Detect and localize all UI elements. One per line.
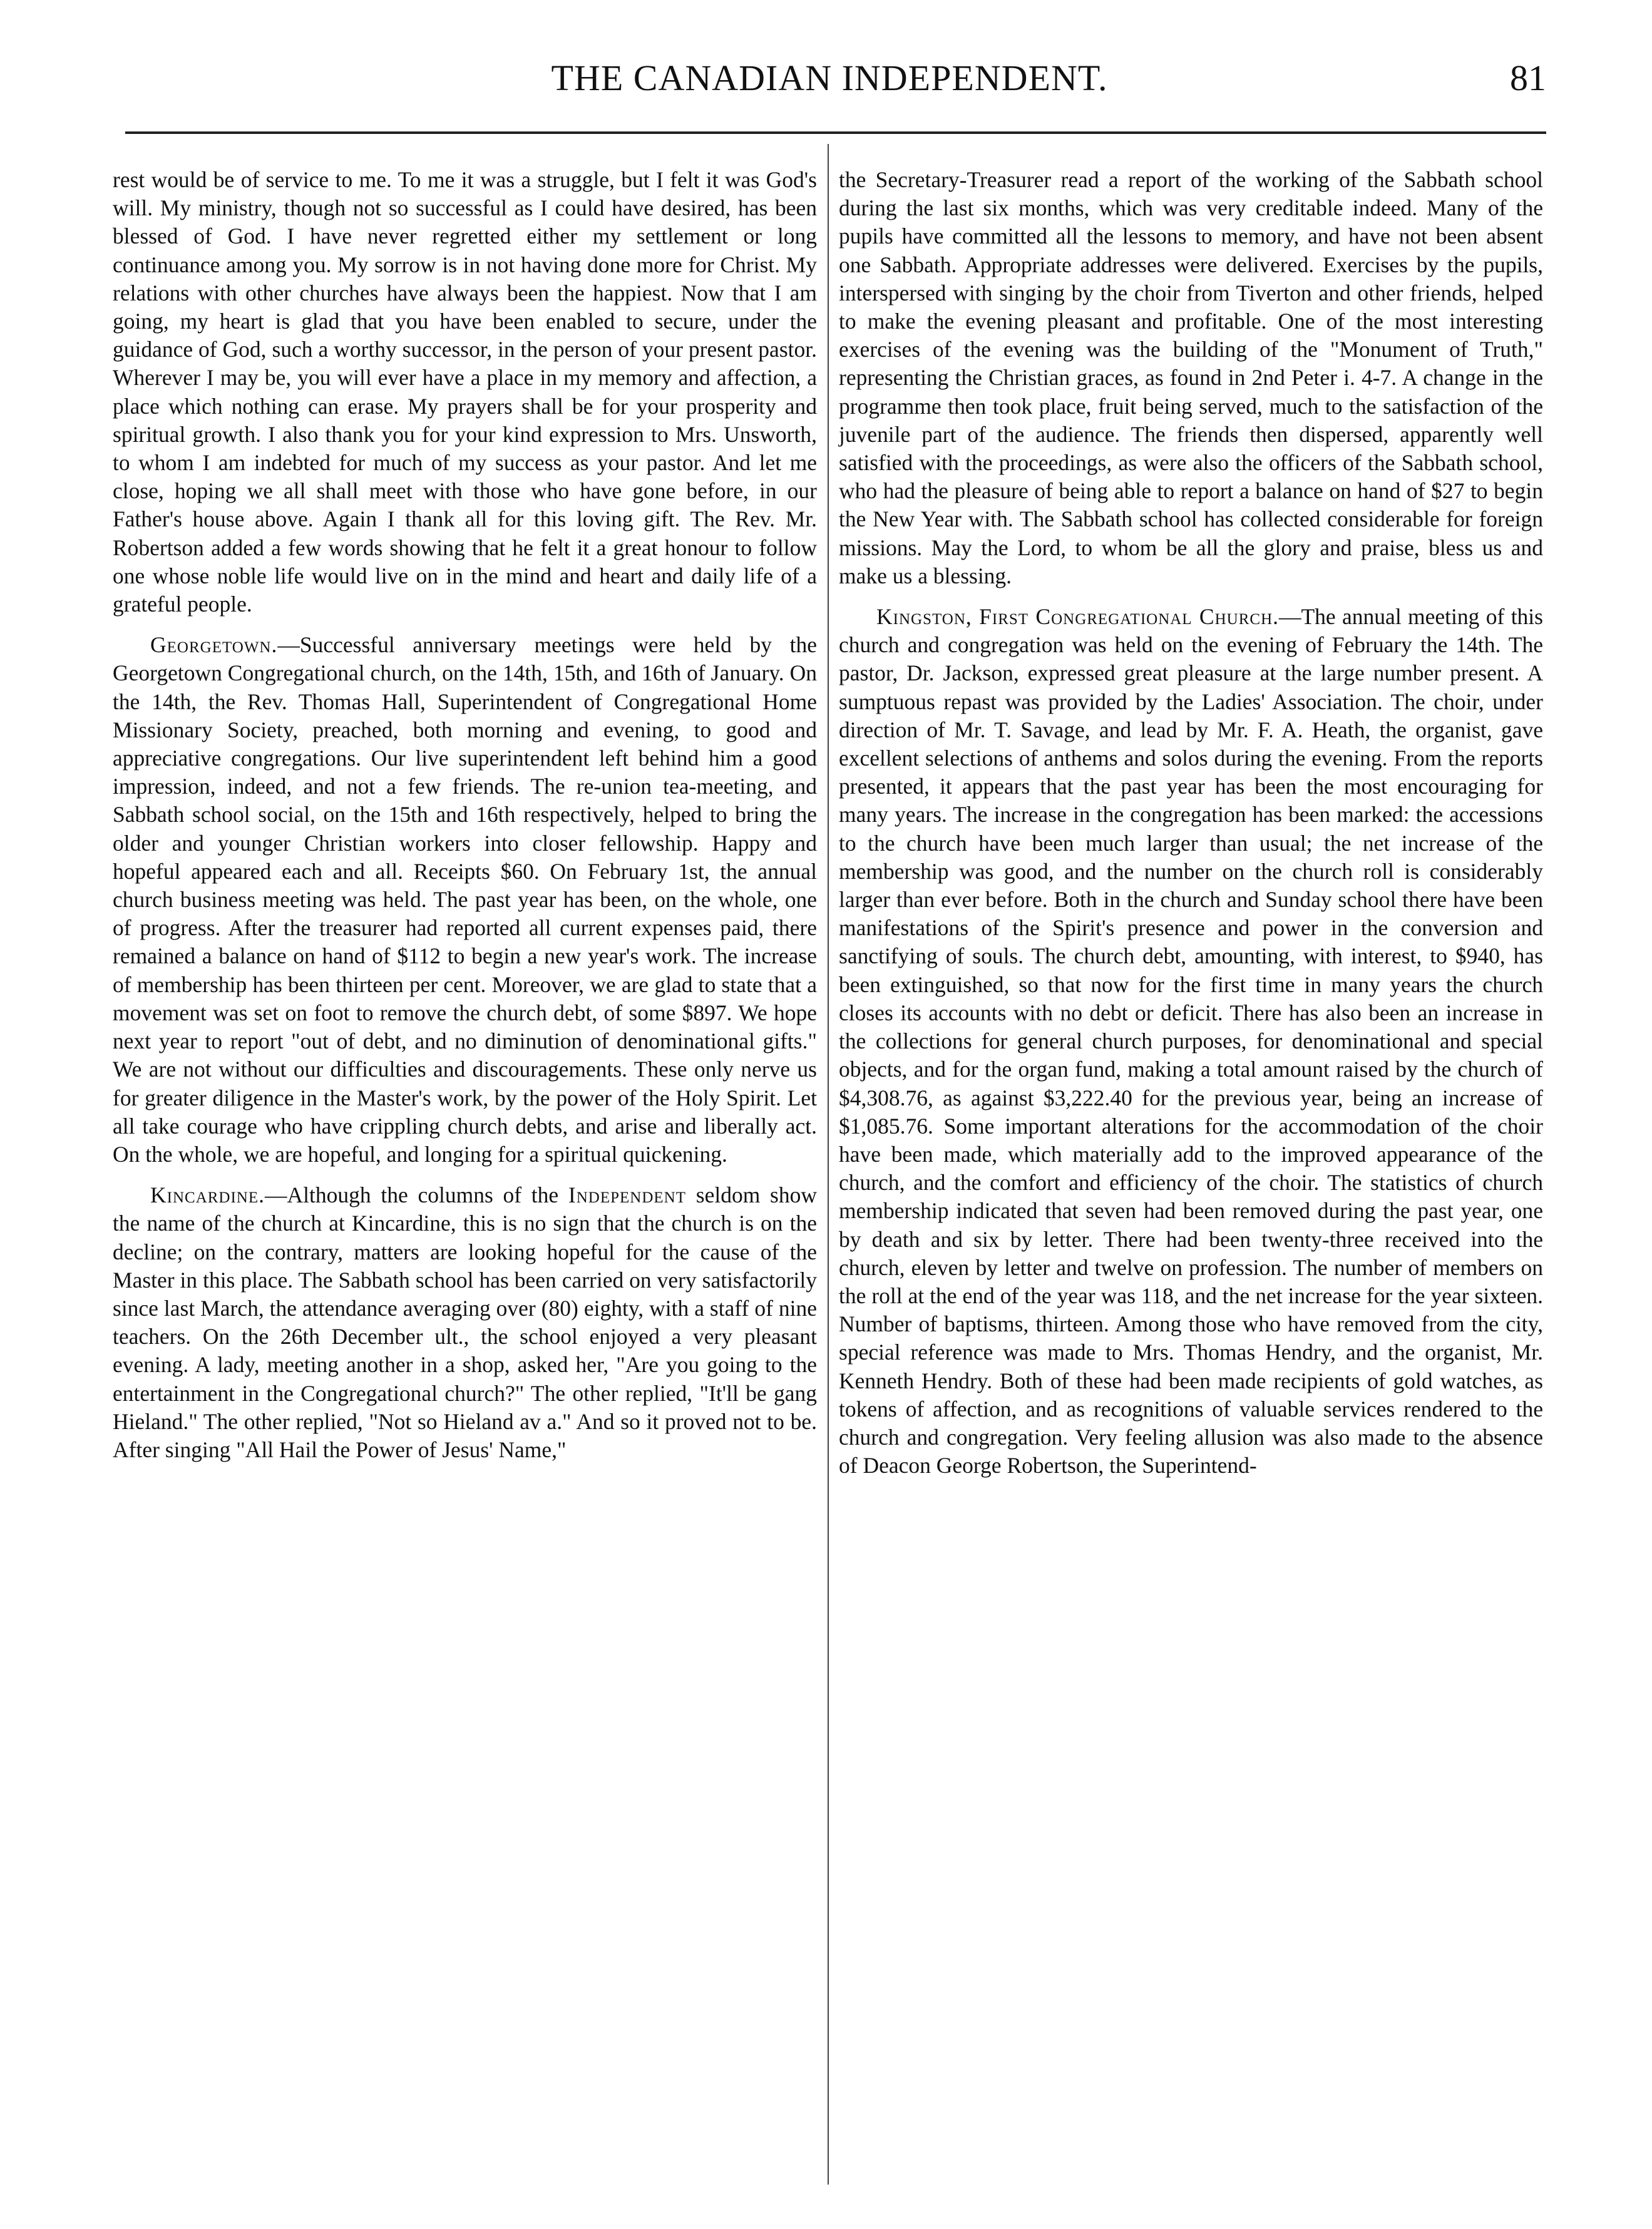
section-lead-kincardine: Kincardine. xyxy=(150,1182,265,1208)
right-column xyxy=(839,166,1543,1492)
section-lead-kingston: Kingston, First Congregational Church. xyxy=(876,604,1279,630)
left-column xyxy=(113,166,817,1477)
page-header xyxy=(113,50,1546,106)
paragraph-unsworth-farewell: rest would be of service to me. To me it was a struggle, but I felt it was God's will. My ministry, though not so successful as I could have desired, has been blessed of God. I have never regretted either my settlement or long continuance among you. My sorrow is in not having done more for Christ. My relations with other churches have always been the happiest. Now that I am going, my heart is glad that you have been enabled to secure, under the guidance of God, such a worthy successor, in the person of your present pastor. Wherever I may be, you will ever have a place in my memory and affection, a place which nothing can erase. My prayers shall be for your prosperity and spiritual growth. I also thank you for your kind expression to Mrs. Unsworth, to whom I am indebted for much of my success as your pastor. And let me close, hoping we all shall meet with those who have gone before, in our Father's house above. Again I thank all for this loving gift. The Rev. Mr. Robertson added a few words showing that he felt it a great honour to follow one whose noble life would live on in the mind and heart and daily life of a grateful people. xyxy=(113,167,817,617)
independent-name: Independent xyxy=(568,1182,687,1208)
page-number: 81 xyxy=(1510,58,1546,98)
paragraph-kincardine-text-b: seldom show the name of the church at Kincardine, this is no sign that the church is on the decline; on the contrary, matters are looking hopeful for the cause of the Master in this place. The Sabbath school has been carried on very satisfactorily since last March, the attendance averaging over (80) eighty, with a staff of nine teachers. On the 26th December ult., the school enjoyed a very pleasant evening. A lady, meeting another in a shop, asked her, "Are you going to the entertainment in the Congregational church?" The other replied, "It'll be gang Hieland." The other replied, "Not so Hieland av a." And so it proved not to be. After singing "All Hail the Power of Jesus' Name," xyxy=(113,1182,817,1462)
paragraph-kincardine-continued: the Secretary-Treasurer read a report of the working of the Sabbath school during the last six months, which was very creditable indeed. Many of the pupils have committed all the lessons to memory, and have not been absent one Sabbath. Appropriate addresses were delivered. Exercises by the pupils, interspersed with singing by the choir from Tiverton and other friends, helped to make the evening pleasant and profitable. One of the most interesting exercises of the evening was the building of the "Monument of Truth," representing the Christian graces, as found in 2nd Peter i. 4-7. A change in the programme then took place, fruit being served, much to the satisfaction of the juvenile part of the audience. The friends then dispersed, apparently well satisfied with the proceedings, as were also the officers of the Sabbath school, who had the pleasure of being able to report a balance on hand of $27 to begin the New Year with. The Sabbath school has collected considerable for foreign missions. May the Lord, to whom be all the glory and praise, bless us and make us a blessing. xyxy=(839,167,1543,588)
section-lead-georgetown: Georgetown. xyxy=(150,632,278,658)
paragraph-kincardine-text-a: —Although the columns of the xyxy=(265,1182,568,1208)
paragraph-georgetown xyxy=(113,631,817,1169)
paragraph-kingston xyxy=(839,603,1543,1480)
header-rule xyxy=(125,131,1546,134)
paragraph-kingston-text: —The annual meeting of this church and congregation was held on the evening of February the 14th. The pastor, Dr. Jackson, expressed great pleasure at the large number present. A sumptuous repast was provided by the Ladies' Association. The choir, under direction of Mr. T. Savage, and lead by Mr. F. A. Heath, the organist, gave excellent selections of anthems and solos during the evening. From the reports presented, it appears that the past year has been the most encouraging for many years. The increase in the congregation has been marked: the accessions to the church have been much larger than usual; the net increase of the membership was good, and the number on the church roll is considerably larger than ever before. Both in the church and Sunday school there have been manifestations of the Spirit's presence and power in the conversion and sanctifying of souls. The church debt, amounting, with interest, to $940, has been extinguished, so that now for the first time in many years the church closes its accounts with no debt or deficit. There has also been an increase in the collections for general church purposes, for denominational and special objects, and for the organ fund, making a total amount raised by the church of $4,308.76, as against $3,222.40 for the previous year, being an increase of $1,085.76. Some important alterations for the accommodation of the choir have been made, which materially add to the improved appearance of the church, and the comfort and efficiency of the choir. The statistics of church membership indicated that seven had been removed during the past year, one by death and six by letter. There had been twenty-three received into the church, eleven by letter and twelve on profession. The number of members on the roll at the end of the year was 118, and the net increase for the year sixteen. Number of baptisms, thirteen. Among those who have removed from the city, special reference was made to Mrs. Thomas Hendry, and the organist, Mr. Kenneth Hendry. Both of these had been made recipients of gold watches, as tokens of affection, and as recognitions of valuable services rendered to the church and congregation. Very feeling allusion was also made to the absence of Deacon George Robertson, the Superintend- xyxy=(839,604,1543,1478)
column-divider xyxy=(828,144,829,2185)
paragraph-kincardine xyxy=(113,1181,817,1464)
paragraph-georgetown-text: —Successful anniversary meetings were held by the Georgetown Congregational church, on the 14th, 15th, and 16th of January. On the 14th, the Rev. Thomas Hall, Superintendent of Congregational Home Missionary Society, preached, both morning and evening, to good and appreciative congregations. Our live superintendent left behind him a good impression, indeed, and not a few friends. The re-union tea-meeting, and Sabbath school social, on the 15th and 16th respectively, helped to bring the older and younger Christian workers into closer fellowship. Happy and hopeful appeared each and all. Receipts $60. On February 1st, the annual church business meeting was held. The past year has been, on the whole, one of progress. After the treasurer had reported all current expenses paid, there remained a balance on hand of $112 to begin a new year's work. The increase of membership has been thirteen per cent. Moreover, we are glad to state that a movement was set on foot to remove the church debt, of some $897. We hope next year to report "out of debt, and no diminution of denominational gifts." We are not without our difficulties and discouragements. These only nerve us for greater diligence in the Master's work, by the power of the Holy Spirit. Let all take courage who have crippling church debts, and arise and liberally act. On the whole, we are hopeful, and longing for a spiritual quickening. xyxy=(113,632,817,1167)
running-title: THE CANADIAN INDEPENDENT. xyxy=(551,58,1108,98)
